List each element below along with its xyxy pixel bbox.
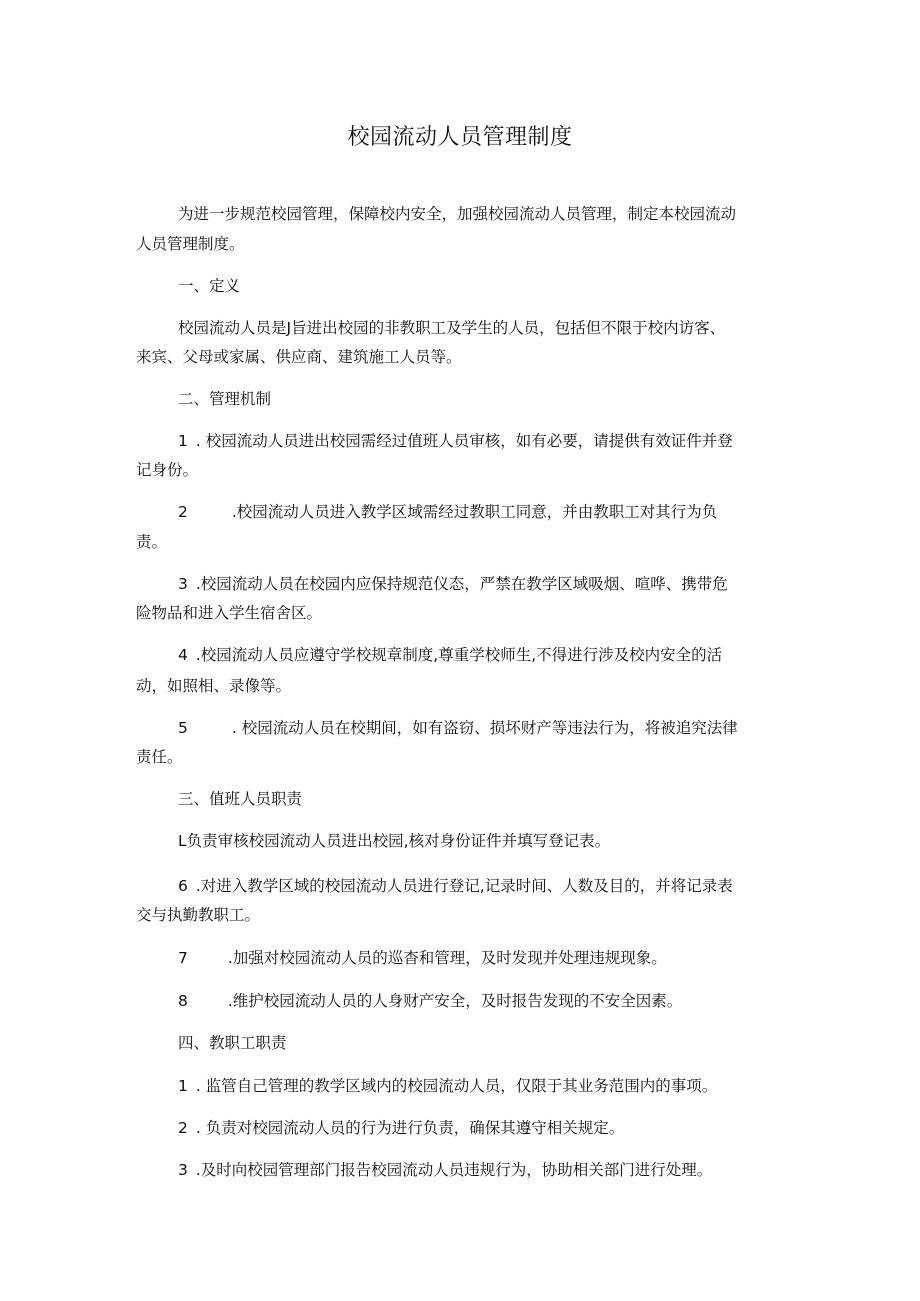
item-text: . 负责对校园流动人员的行为进行负责，确保其遵守相关规定。 xyxy=(195,1119,625,1137)
item-text: .及时向校园管理部门报告校园流动人员违规行为，协助相关部门进行处理。 xyxy=(195,1161,713,1179)
list-item xyxy=(178,991,682,1011)
list-item xyxy=(178,574,728,594)
list-item xyxy=(178,431,733,451)
item-text: .校园流动人员在校园内应保持规范仪态，严禁在教学区域吸烟、喧哗、携带危 xyxy=(195,575,728,593)
item-number: 2 xyxy=(178,503,188,521)
item-number: 7 xyxy=(178,949,188,967)
item-text: . 校园流动人员在校期间，如有盗窃、损坏财产等违法行为，将被追究法律 xyxy=(231,719,738,737)
list-item-continuation: 责。 xyxy=(136,533,168,551)
list-item xyxy=(178,948,667,968)
section-2-heading: 二、管理机制 xyxy=(178,390,272,408)
list-item-continuation: 责任。 xyxy=(136,748,183,766)
item-number: 6 xyxy=(178,877,188,895)
item-text: .维护校园流动人员的人身财产安全，及时报告发现的不安全因素。 xyxy=(227,992,683,1010)
item-number: 5 xyxy=(178,719,188,737)
item-number: 8 xyxy=(178,992,188,1010)
item-number: 3 xyxy=(178,575,188,593)
item-number: 4 xyxy=(178,646,188,664)
item-text: .校园流动人员进入教学区域需经过教职工同意，并由教职工对其行为负 xyxy=(231,503,718,521)
list-item-continuation: 动，如照相、录像等。 xyxy=(136,677,292,695)
section-1-body-line-1: 校园流动人员是J旨进出校园的非教职工及学生的人员，包括但不限于校内访客、 xyxy=(178,319,726,337)
list-item xyxy=(178,1118,624,1138)
item-number: 2 xyxy=(178,1119,188,1137)
item-text: .对进入教学区域的校园流动人员进行登记,记录时间、人数及目的，并将记录表 xyxy=(195,877,733,895)
item-number: 1 xyxy=(178,432,188,450)
intro-line-2: 人员管理制度。 xyxy=(136,235,245,253)
intro-line-1: 为进一步规范校园管理，保障校内安全，加强校园流动人员管理，制定本校园流动 xyxy=(178,205,737,223)
section-1-heading: 一、定义 xyxy=(178,277,241,295)
item-text: .加强对校园流动人员的巡杳和管理，及时发现并处理违规现象。 xyxy=(227,949,667,967)
section-1-body-line-2: 来宾、父母或家属、供应商、建筑施工人员等。 xyxy=(136,348,462,366)
item-text: . 监管自己管理的教学区域内的校园流动人员，仅限于其业务范围内的事项。 xyxy=(195,1077,718,1095)
list-item xyxy=(178,645,722,665)
page-title: 校园流动人员管理制度 xyxy=(347,125,573,150)
list-item xyxy=(178,718,738,738)
item-text: .校园流动人员应遵守学校规章制度,尊重学校师生,不得进行涉及校内安全的活 xyxy=(195,646,723,664)
list-item-continuation: 险物品和进入学生宿舍区。 xyxy=(136,604,323,622)
list-item xyxy=(178,502,717,522)
list-item-continuation: 记身份。 xyxy=(136,461,199,479)
section-4-heading: 四、教职工职责 xyxy=(178,1034,287,1052)
item-text: . 校园流动人员进出校园需经过值班人员审核，如有必要，请提供有效证件并登 xyxy=(195,432,733,450)
list-item: L负责审核校园流动人员进出校园,核对身份证件并填写登记表。 xyxy=(178,832,611,850)
section-3-heading: 三、值班人员职责 xyxy=(178,790,303,808)
list-item xyxy=(178,1076,717,1096)
item-number: 3 xyxy=(178,1161,188,1179)
list-item-continuation: 交与执勤教职工。 xyxy=(136,906,261,924)
list-item xyxy=(178,876,733,896)
list-item xyxy=(178,1160,712,1180)
item-number: 1 xyxy=(178,1077,188,1095)
